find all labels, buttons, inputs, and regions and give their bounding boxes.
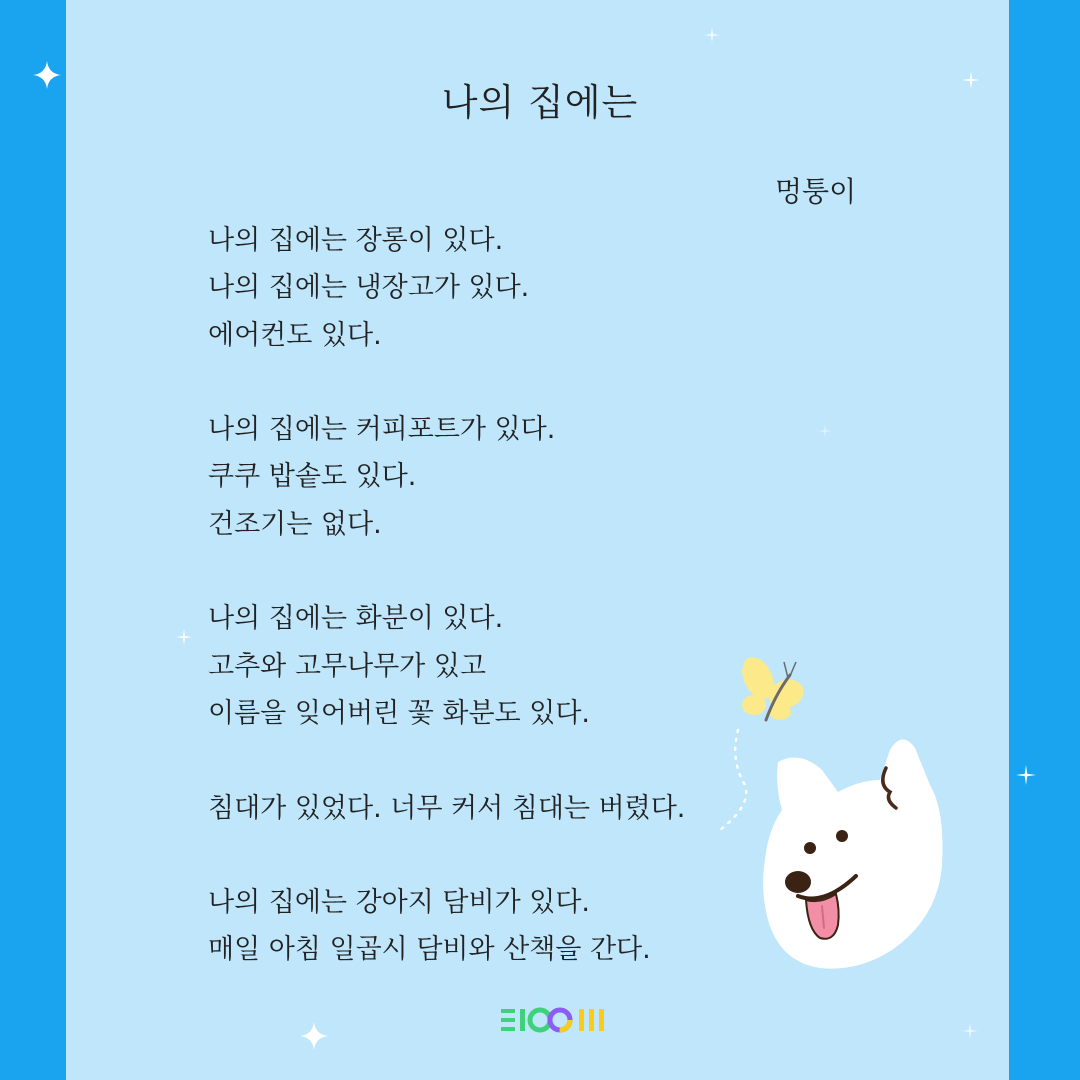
sparkle-icon <box>962 1023 978 1039</box>
poem-line: 침대가 있었다. 너무 커서 침대는 버렸다. <box>208 792 686 824</box>
poem-title: 나의 집에는 <box>441 81 639 124</box>
sparkle-icon <box>176 629 192 645</box>
poem-line: 나의 집에는 장롱이 있다. <box>208 225 504 256</box>
stanza <box>208 879 685 974</box>
logo-mark <box>501 1009 604 1031</box>
sparkle-icon <box>300 1022 328 1050</box>
stanza <box>208 595 685 737</box>
stanza <box>208 217 685 359</box>
poem-body <box>208 217 685 974</box>
poem-line: 나의 집에는 냉장고가 있다. <box>208 272 530 304</box>
sparkle-icon <box>1016 765 1036 785</box>
poem-line: 건조기는 없다. <box>208 508 382 540</box>
sparkle-icon <box>818 424 832 438</box>
poem-line: 나의 집에는 커피포트가 있다. <box>208 414 556 446</box>
poem-line: 이름을 잊어버린 꽃 화분도 있다. <box>208 697 590 729</box>
dog-illustration <box>720 650 960 980</box>
stanza <box>208 785 685 832</box>
brand-logo <box>499 1006 611 1034</box>
poem-line: 쿠쿠 밥솥도 있다. <box>208 461 417 493</box>
poem-line: 나의 집에는 강아지 담비가 있다. <box>208 887 590 919</box>
stanza <box>208 406 685 548</box>
flight-path <box>720 730 746 830</box>
white-dog-icon <box>763 739 942 968</box>
butterfly-icon <box>736 652 808 720</box>
poem-line: 에어컨도 있다. <box>208 319 382 351</box>
poem-line: 나의 집에는 화분이 있다. <box>208 603 504 635</box>
poem-line: 고추와 고무나무가 있고 <box>208 650 486 682</box>
poem-author: 멍퉁이 <box>775 175 857 208</box>
poem-line: 매일 아침 일곱시 담비와 산책을 간다. <box>208 934 651 966</box>
sparkle-icon <box>704 27 720 43</box>
